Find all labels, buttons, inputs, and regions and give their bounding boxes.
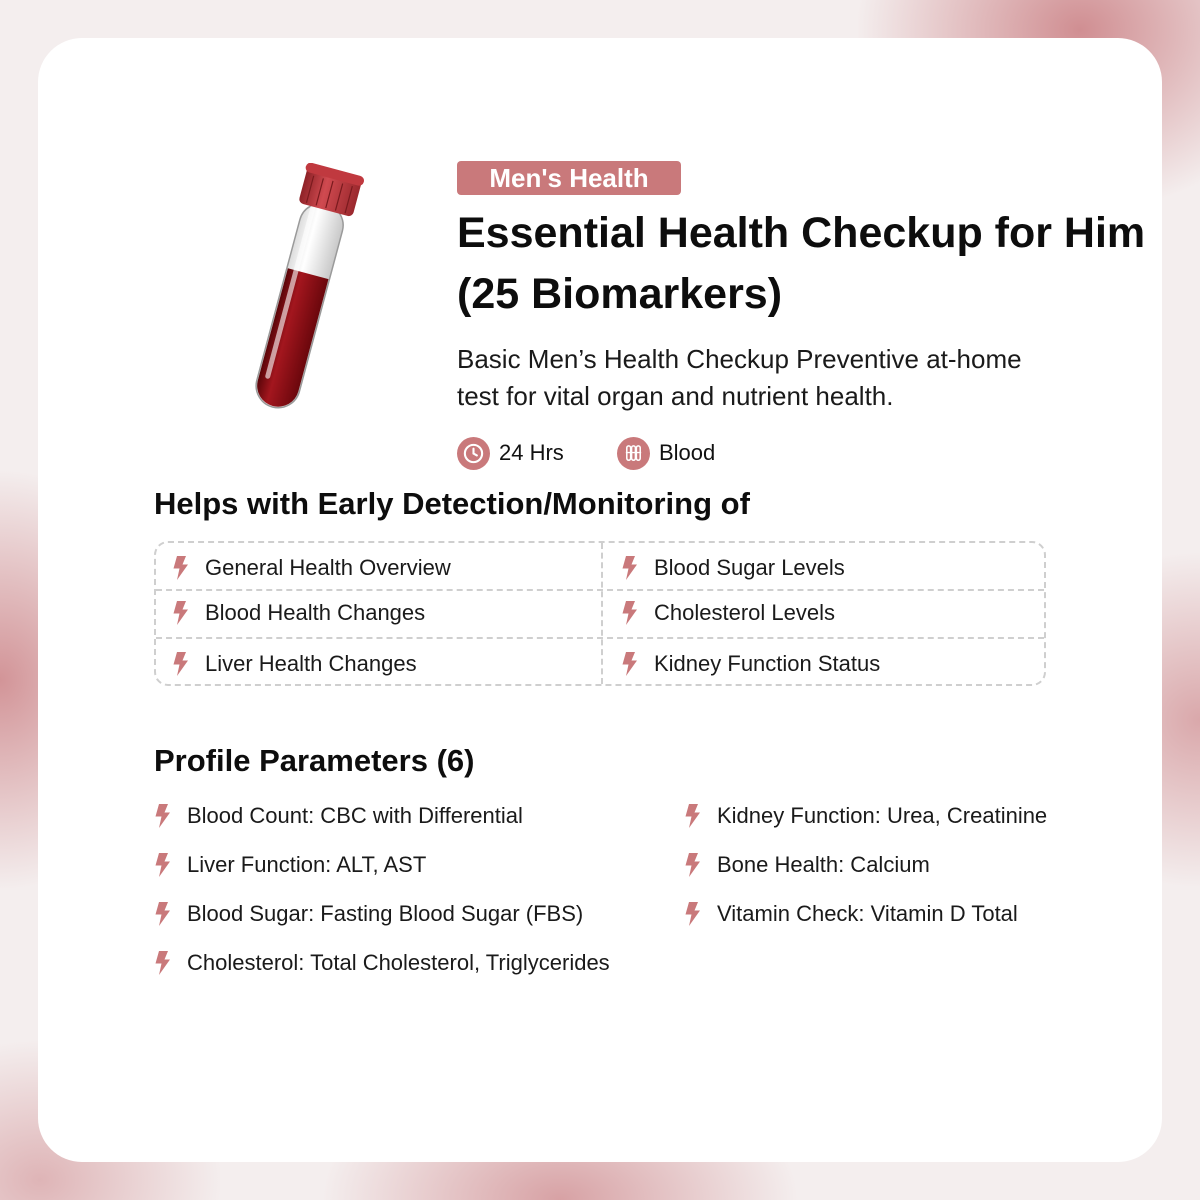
bolt-icon xyxy=(154,853,171,877)
detection-item: General Health Overview xyxy=(172,553,451,583)
clock-icon xyxy=(457,437,490,470)
bolt-icon xyxy=(154,951,171,975)
detection-grid xyxy=(154,541,1046,686)
parameter-item: Blood Count: CBC with Differential xyxy=(154,801,523,831)
bolt-icon xyxy=(621,601,638,625)
turnaround-time-label: 24 Hrs xyxy=(499,440,564,465)
sample-type xyxy=(617,436,715,470)
parameter-item: Blood Sugar: Fasting Blood Sugar (FBS) xyxy=(154,899,583,929)
detection-item: Kidney Function Status xyxy=(621,649,880,679)
parameter-item: Liver Function: ALT, AST xyxy=(154,850,426,880)
bolt-icon xyxy=(684,804,701,828)
bolt-icon xyxy=(172,556,189,580)
grid-divider xyxy=(601,543,603,684)
sample-type-label: Blood xyxy=(659,440,716,465)
parameter-item: Kidney Function: Urea, Creatinine xyxy=(684,801,1047,831)
turnaround-time xyxy=(457,436,564,470)
parameters-heading: Profile Parameters (6) xyxy=(154,743,475,778)
bolt-icon xyxy=(684,853,701,877)
bolt-icon xyxy=(172,652,189,676)
title-line-1: Essential Health Checkup for Him xyxy=(457,209,1146,257)
blood-test-tube-image xyxy=(233,163,373,428)
parameter-item: Vitamin Check: Vitamin D Total xyxy=(684,899,1018,929)
grid-divider xyxy=(156,637,1044,639)
bolt-icon xyxy=(154,804,171,828)
bolt-icon xyxy=(621,652,638,676)
category-tag: Men's Health xyxy=(457,161,681,195)
bolt-icon xyxy=(154,902,171,926)
test-tubes-icon xyxy=(617,437,650,470)
parameter-item: Bone Health: Calcium xyxy=(684,850,930,880)
detection-item: Blood Health Changes xyxy=(172,598,425,628)
title-line-2: (25 Biomarkers) xyxy=(457,270,783,318)
grid-divider xyxy=(156,589,1044,591)
parameter-item: Cholesterol: Total Cholesterol, Triglycerides xyxy=(154,948,610,978)
description-line-1: Basic Men’s Health Checkup Preventive at-home xyxy=(457,344,1022,374)
bolt-icon xyxy=(172,601,189,625)
bolt-icon xyxy=(621,556,638,580)
description-line-2: test for vital organ and nutrient health. xyxy=(457,381,894,411)
detection-item: Blood Sugar Levels xyxy=(621,553,845,583)
detection-item: Cholesterol Levels xyxy=(621,598,835,628)
detection-heading: Helps with Early Detection/Monitoring of xyxy=(154,486,750,521)
product-description xyxy=(457,341,1137,415)
bolt-icon xyxy=(684,902,701,926)
page-title xyxy=(457,203,1197,325)
detection-item: Liver Health Changes xyxy=(172,649,417,679)
